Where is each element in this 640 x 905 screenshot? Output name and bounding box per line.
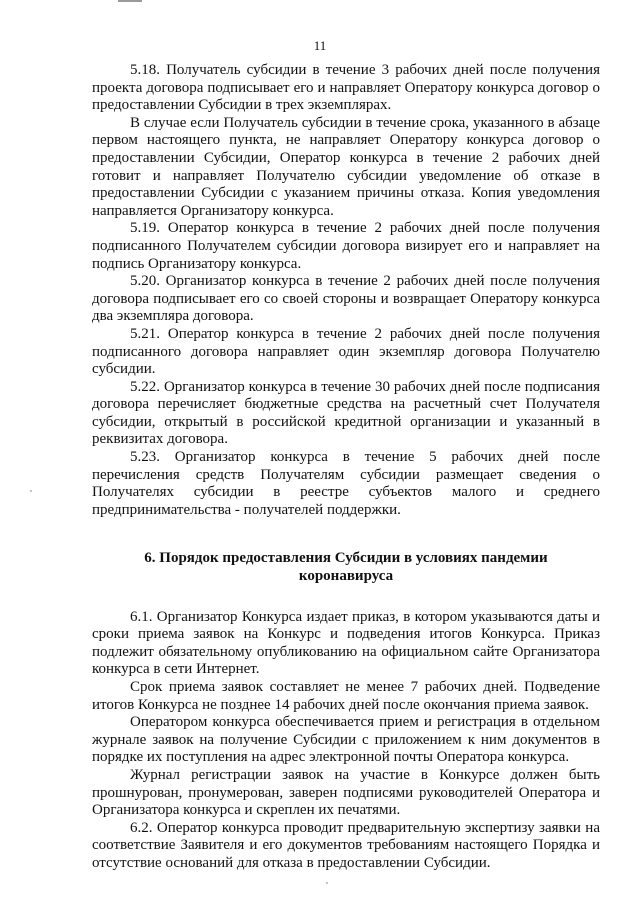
paragraph-6-1-registration: Оператором конкурса обеспечивается прием и регистрация в отдельном журнале заявок на получение Субсидии с приложением к ним документов в порядке их поступления на адрес электронной почты Оператора конкурса.	[92, 714, 600, 766]
page-number: 11	[313, 38, 327, 53]
paragraph-5-21: 5.21. Оператор конкурса в течение 2 рабочих дней после получения подписанного договора направляет один экземпляр договора Получателю субсидии.	[92, 325, 600, 378]
paragraph-6-2: 6.2. Оператор конкурса проводит предварительную экспертизу заявки на соответствие Заявителя и его документов требованиям настоящего Порядка и отсутствие оснований для отказа в предоставлении Субсидии.	[92, 819, 600, 871]
paragraph-5-18-refusal: В случае если Получатель субсидии в течение срока, указанного в абзаце первом настоящего пункта, не направляет Оператору конкурса договор о предоставлении Субсидии, Оператор конкурса в течение 2 рабочих дней готовит и направляет Получателю субсидии уведомление об отказе в предоставлении Субсидии с указанием причины отказа. Копия уведомления направляется Организатору конкурса.	[92, 114, 600, 219]
paragraph-6-1-deadline: Срок приема заявок составляет не менее 7 рабочих дней. Подведение итогов Конкурса не позднее 14 рабочих дней после окончания приема заявок.	[92, 679, 600, 713]
paragraph-5-20: 5.20. Организатор конкурса в течение 2 рабочих дней после получения договора подписывает его со своей стороны и возвращает Оператору конкурса два экземпляра договора.	[92, 273, 600, 325]
paragraph-5-18: 5.18. Получатель субсидии в течение 3 рабочих дней после получения проекта договора подписывает его и направляет Оператору конкурса договор о предоставлении Субсидии в трех экземплярах.	[92, 62, 600, 114]
scan-artifact-mark	[118, 0, 142, 2]
scan-speck	[30, 490, 32, 492]
document-body	[92, 62, 600, 873]
paragraph-6-1-journal: Журнал регистрации заявок на участие в Конкурсе должен быть прошнурован, пронумерован, заверен подписями руководителей Оператора и Организатора конкурса и скреплен их печатями.	[92, 766, 600, 819]
paragraph-6-1: 6.1. Организатор Конкурса издает приказ, в котором указываются даты и сроки приема заявок на Конкурс и подведения итогов Конкурса. Приказ подлежит обязательному опубликованию на официальном сайте Организатора конкурса в сети Интернет.	[92, 608, 600, 678]
paragraph-5-19: 5.19. Оператор конкурса в течение 2 рабочих дней после получения подписанного Получателем субсидии договора визирует его и направляет на подпись Организатору конкурса.	[92, 220, 600, 272]
paragraph-5-22: 5.22. Организатор конкурса в течение 30 рабочих дней после подписания договора перечисляет бюджетные средства на расчетный счет Получателя субсидии, открытый в российской кредитной организации и указанный в реквизитах договора.	[92, 378, 600, 448]
scan-speck	[326, 882, 328, 884]
section-6-title: 6. Порядок предоставления Субсидии в условиях пандемии коронавируса	[144, 550, 548, 585]
paragraph-5-23: 5.23. Организатор конкурса в течение 5 рабочих дней после перечисления средств Получателям субсидии размещает сведения о Получателях субсидии в реестре субъектов малого и среднего предпринимательства - получателей поддержки.	[92, 449, 600, 518]
